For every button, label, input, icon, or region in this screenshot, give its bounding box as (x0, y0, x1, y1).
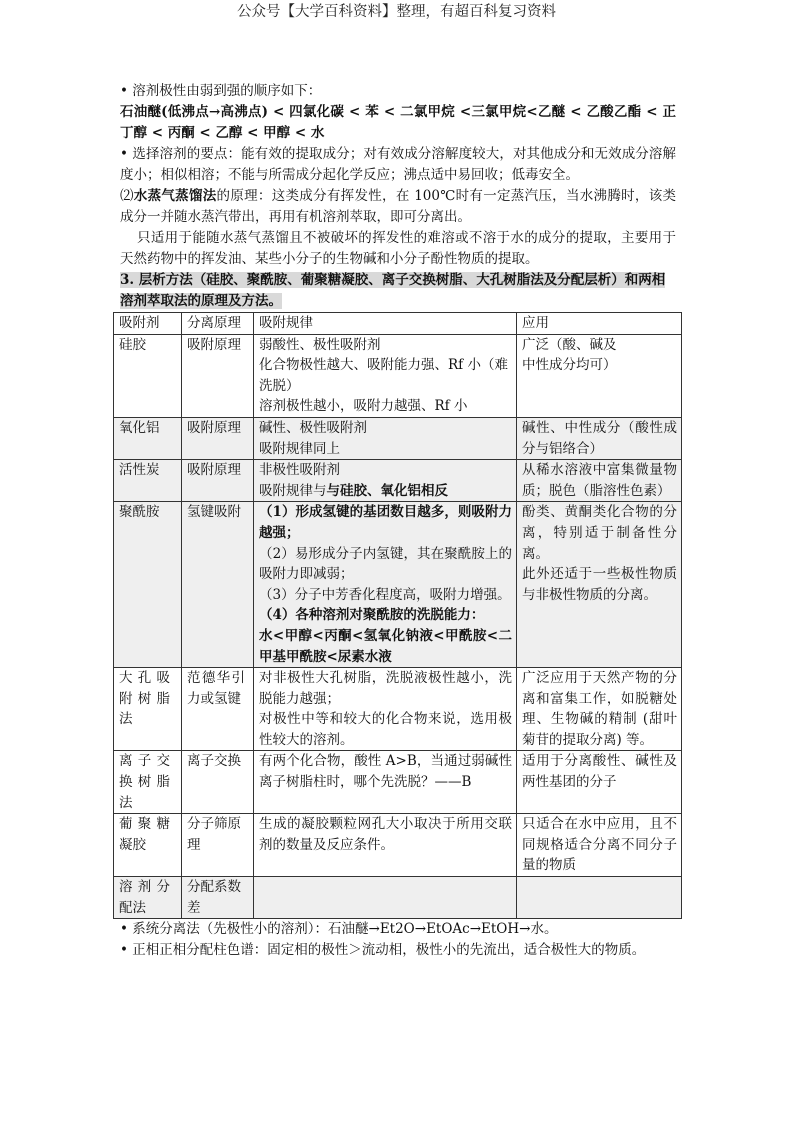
steam-marker: ⑵ (120, 188, 134, 204)
content-body (120, 81, 676, 961)
chromatography-table (113, 312, 682, 919)
header-rules: 吸附规律 (254, 313, 517, 335)
rules-cell (254, 877, 517, 919)
principle-cell: 离子交换 (182, 751, 254, 814)
table-row (114, 460, 682, 502)
adsorbent-cell: 氧化铝 (114, 417, 182, 459)
rules-cell: 有两个化合物，酸性 A>B，当通过弱碱性离子树脂柱时，哪个先洗脱？——B (254, 751, 517, 814)
header-application: 应用 (517, 313, 682, 335)
polarity-order: 石油醚(低沸点→高沸点) < 四氯化碳 < 苯 < 二氯甲烷 <三氯甲烷<乙醚 < 乙酸乙酯 < 正丁醇 < 丙酮 < 乙醇 < 甲醇 < 水 (120, 104, 676, 141)
adsorbent-cell: 活性炭 (114, 460, 182, 502)
steam-term: 水蒸气蒸馏法 (133, 188, 217, 204)
section-3-heading (120, 270, 676, 312)
principle-cell: 吸附原理 (182, 460, 254, 502)
page-header: 公众号【大学百科资料】整理，有超百科复习资料 (237, 4, 556, 20)
rule-line: 水<甲醇<丙酮<氢氧化钠液<甲酰胺<二甲基甲酰胺<尿素水液 (259, 627, 512, 665)
rule-line: 化合物极性越大、吸附能力强、Rf 小（难洗脱） (259, 357, 508, 394)
adsorbent-cell: 葡聚糖凝胶 (114, 814, 182, 877)
rule-line: 溶剂极性越小，吸附力越强、Rf 小 (259, 398, 468, 415)
table-row (114, 877, 682, 919)
rule-line: （3）分子中芳香化程度高，吸附力增强。 (259, 586, 511, 603)
application-line: 广泛（酸、碱及 (522, 336, 617, 353)
steam-distillation-principle (120, 186, 676, 228)
rule-plain-text: 吸附规律与 (259, 482, 327, 499)
rule-line: （4）各种溶剂对聚酰胺的洗脱能力： (259, 607, 485, 624)
rule-line: 对极性中等和较大的化合物来说，选用极性较大的溶剂。 (259, 711, 512, 748)
rule-line: 非极性吸附剂 (259, 462, 340, 479)
section-3-heading-text: 3. 层析方法（硅胶、聚酰胺、葡聚糖凝胶、离子交换树脂、大孔树脂法及分配层析）和两相溶剂萃取法的原理及方法。 (120, 272, 666, 309)
adsorbent-cell: 离子交换树脂法 (114, 751, 182, 814)
polarity-intro: • 溶剂极性由弱到强的顺序如下： (120, 83, 322, 99)
application-line: 中性成分均可） (522, 357, 617, 374)
rule-line: （1）形成氢键的基团数目越多，则吸附力越强； (259, 504, 512, 541)
system-separation-bullet: • 系统分离法（先极性小的溶剂）：石油醚→Et2O→EtOAc→EtOH→水。 (120, 921, 558, 938)
rule-line (259, 481, 512, 502)
rule-bold-text: 与硅胶、氧化铝相反 (326, 482, 448, 499)
application-cell (517, 877, 682, 919)
solvent-selection-points: • 选择溶剂的要点：能有效的提取成分；对有效成分溶解度较大，对其他成分和无效成分溶解度小；相似相溶；不能与所需成分起化学反应；沸点适中易回收；低毒安全。 (120, 146, 676, 183)
rules-cell (254, 460, 517, 502)
application-cell: 只适合在水中应用，且不同规格适合分离不同分子量的物质 (517, 814, 682, 877)
table-row (114, 751, 682, 814)
rule-line: 对非极性大孔树脂，洗脱液极性越小，洗脱能力越强； (259, 670, 512, 707)
adsorbent-cell: 大孔吸附树脂法 (114, 668, 182, 751)
application-cell: 碱性、中性成分（酸性成分与铝络合） (517, 417, 682, 459)
principle-cell: 吸附原理 (182, 334, 254, 417)
adsorbent-cell: 溶剂分配法 (114, 877, 182, 919)
rule-line: （2）易形成分子内氢键，其在聚酰胺上的吸附力即减弱； (259, 545, 512, 583)
rules-cell (254, 417, 517, 459)
normal-phase-bullet: • 正相正相分配柱色谱：固定相的极性＞流动相，极性小的先流出，适合极性大的物质。 (120, 942, 646, 959)
application-cell: 广泛应用于天然产物的分离和富集工作，如脱糖处理、生物碱的精制 (甜叶菊苷的提取分离) 等。 (517, 668, 682, 751)
application-line: 此外还适于一些极性物质与非极性物质的分离。 (522, 566, 677, 603)
header-principle: 分离原理 (182, 313, 254, 335)
rule-line: 弱酸性、极性吸附剂 (259, 336, 381, 353)
header-adsorbent: 吸附剂 (114, 313, 182, 335)
application-cell: 适用于分离酸性、碱性及两性基团的分子 (517, 751, 682, 814)
adsorbent-cell: 硅胶 (114, 334, 182, 417)
application-line: 酚类、黄酮类化合物的分离，特别适于制备性分离。 (522, 504, 677, 562)
table-row (114, 334, 682, 417)
rule-line: 吸附规律同上 (259, 440, 340, 457)
principle-cell: 分子筛原理 (182, 814, 254, 877)
application-cell: 从稀水溶液中富集微量物质；脱色（脂溶性色素） (517, 460, 682, 502)
rule-line: 碱性、极性吸附剂 (259, 419, 367, 436)
rules-cell (254, 668, 517, 751)
table-row (114, 668, 682, 751)
principle-cell: 吸附原理 (182, 417, 254, 459)
principle-cell: 范德华引力或氢键 (182, 668, 254, 751)
application-cell (517, 334, 682, 417)
table-row (114, 502, 682, 668)
rules-cell (254, 334, 517, 417)
table-header-row (114, 313, 682, 335)
application-cell (517, 502, 682, 668)
table-row (114, 417, 682, 459)
steam-text: 的原理：这类成分有挥发性，在 100℃时有一定蒸汽压，当水沸腾时，该类成分一并随水蒸汽带出，再用有机溶剂萃取，即可分离出。 (120, 188, 677, 225)
table-row (114, 814, 682, 877)
rules-cell: 生成的凝胶颗粒网孔大小取决于所用交联剂的数量及反应条件。 (254, 814, 517, 877)
principle-cell: 氢键吸附 (182, 502, 254, 668)
adsorbent-cell: 聚酰胺 (114, 502, 182, 668)
rules-cell (254, 502, 517, 668)
principle-cell: 分配系数差 (182, 877, 254, 919)
steam-distillation-scope: 只适用于能随水蒸气蒸馏且不被破坏的挥发性的难溶或不溶于水的成分的提取，主要用于天然药物中的挥发油、某些小分子的生物碱和小分子酚性物质的提取。 (120, 230, 676, 267)
